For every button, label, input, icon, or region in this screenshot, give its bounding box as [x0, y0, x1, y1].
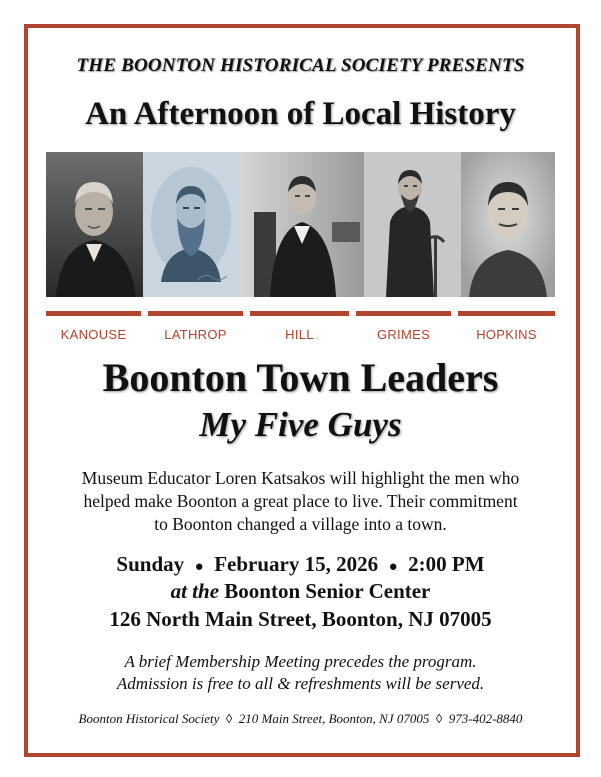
footer-separator: ◊: [435, 711, 443, 726]
portrait-grimes: [364, 152, 461, 297]
footer-org: Boonton Historical Society: [78, 711, 220, 726]
bar-kanouse: [46, 311, 141, 316]
venue-name: Boonton Senior Center: [224, 579, 431, 603]
name-lathrop: LATHROP: [164, 327, 227, 342]
portrait-lathrop: [143, 152, 240, 297]
presenter-line: THE BOONTON HISTORICAL SOCIETY PRESENTS: [76, 55, 525, 76]
footer-phone: 973-402-8840: [448, 711, 523, 726]
headline: Boonton Town Leaders: [102, 355, 499, 400]
description-line: to Boonton changed a village into a town.: [154, 514, 447, 534]
event-venue-line: [0, 579, 601, 604]
bar-hopkins: [458, 311, 555, 316]
description-line: helped make Boonton a great place to live. Their commitment: [83, 491, 518, 511]
portrait-hopkins: [461, 152, 555, 297]
event-day: Sunday: [116, 552, 185, 576]
portrait-kanouse: [46, 152, 143, 297]
portrait-hill: [240, 152, 364, 297]
name-hill: HILL: [285, 327, 314, 342]
name-hopkins: HOPKINS: [476, 327, 537, 342]
bar-lathrop: [148, 311, 243, 316]
description: [40, 467, 561, 536]
description-line: Museum Educator Loren Katsakos will highlight the men who: [81, 468, 520, 488]
separator-dot: ●: [194, 559, 204, 575]
separator-dot: ●: [388, 559, 398, 575]
footer-address: 210 Main Street, Boonton, NJ 07005: [238, 711, 430, 726]
event-datetime: [0, 552, 601, 577]
bar-hill: [250, 311, 349, 316]
event-time: 2:00 PM: [408, 552, 485, 576]
name-bars: [46, 311, 555, 317]
name-kanouse: KANOUSE: [60, 327, 127, 342]
venue-prefix: at the: [170, 579, 220, 603]
event-date: February 15, 2026: [214, 552, 379, 576]
footer: [0, 711, 601, 727]
note-line: A brief Membership Meeting precedes the program.: [124, 652, 477, 671]
event-address: 126 North Main Street, Boonton, NJ 07005: [109, 607, 492, 631]
name-grimes: GRIMES: [376, 327, 431, 342]
program-note: [0, 651, 601, 695]
portrait-strip: [46, 152, 555, 297]
subheadline: My Five Guys: [199, 405, 402, 444]
event-title: An Afternoon of Local History: [85, 96, 516, 132]
footer-separator: ◊: [225, 711, 233, 726]
note-line: Admission is free to all & refreshments will be served.: [116, 674, 485, 693]
bar-grimes: [356, 311, 451, 316]
